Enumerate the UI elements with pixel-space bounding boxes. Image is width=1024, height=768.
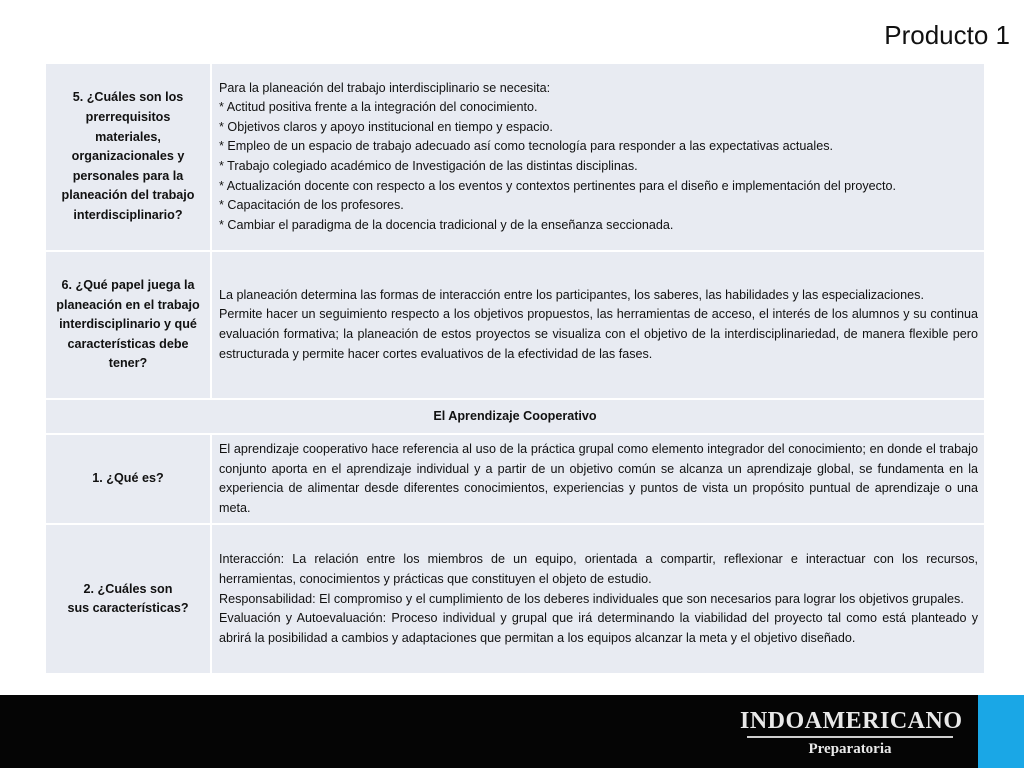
answer-line: * Capacitación de los profesores. bbox=[219, 198, 404, 213]
answer-cell bbox=[211, 434, 985, 524]
answer-line: * Trabajo colegiado académico de Investigación de las distintas disciplinas. bbox=[219, 159, 638, 173]
answer-line: * Actualización docente con respecto a los eventos y contextos pertinentes para el diseño e implementación del proyecto. bbox=[219, 178, 896, 193]
footer-bar bbox=[0, 695, 1024, 768]
question-cell: 2. ¿Cuáles son sus características? bbox=[45, 524, 211, 674]
question-cell: 5. ¿Cuáles son los prerrequisitos materiales, organizacionales y personales para la planeación del trabajo interdisciplinario? bbox=[45, 63, 211, 251]
section-row bbox=[45, 399, 985, 434]
answer-cell bbox=[211, 63, 985, 251]
answer-paragraph: La planeación determina las formas de interacción entre los participantes, los saberes, las habilidades y las especializaciones. bbox=[219, 287, 924, 302]
answer-cell bbox=[211, 251, 985, 399]
indoamericano-logo bbox=[740, 707, 963, 759]
slide-title: Producto 1 bbox=[884, 20, 1010, 50]
question-cell: 6. ¿Qué papel juega la planeación en el trabajo interdisciplinario y qué características debe tener? bbox=[45, 251, 211, 399]
answer-paragraph: Responsabilidad: El compromiso y el cumplimiento de los deberes individuales que son necesarios para lograr los objetivos grupales. bbox=[219, 591, 964, 606]
table-row bbox=[45, 524, 985, 674]
content-table bbox=[44, 62, 986, 675]
table-row bbox=[45, 251, 985, 399]
table-row bbox=[45, 63, 985, 251]
logo-wordmark: INDOAMERICANO bbox=[740, 708, 963, 734]
answer-line: * Cambiar el paradigma de la docencia tradicional y de la enseñanza seccionada. bbox=[219, 217, 674, 232]
table-row bbox=[45, 434, 985, 524]
answer-line: * Actitud positiva frente a la integración del conocimiento. bbox=[219, 100, 538, 115]
content-table-wrapper bbox=[44, 62, 986, 675]
logo-divider bbox=[747, 736, 953, 738]
section-title: El Aprendizaje Cooperativo bbox=[45, 399, 985, 434]
answer-paragraph: El aprendizaje cooperativo hace referencia al uso de la práctica grupal como elemento integrador del conocimiento; en donde el trabajo conjunto aporta en el aprendizaje individual y a partir de un objetivo común se alcanza un aprendizaje global, se fundamenta en la experiencia de alimentar desde diferentes conocimientos, experiencias y puntos de vista un propósito puntual de aprendizaje o una meta. bbox=[219, 442, 978, 515]
answer-paragraph: Evaluación y Autoevaluación: Proceso individual y grupal que irá determinando la viabilidad del proyecto tal como está planteado y abrirá la posibilidad a cambios y adaptaciones que permitan a los equipos alcanzar la meta y el objetivo diseñado. bbox=[219, 611, 978, 645]
accent-block bbox=[978, 695, 1024, 768]
answer-line: Para la planeación del trabajo interdisciplinario se necesita: bbox=[219, 80, 551, 95]
answer-paragraph: Interacción: La relación entre los miembros de un equipo, orientada a compartir, reflexionar e interactuar con los recursos, herramientas, conocimientos y prácticas que constituyen el objeto de estudio. bbox=[219, 552, 978, 586]
answer-line: * Objetivos claros y apoyo institucional en tiempo y espacio. bbox=[219, 119, 553, 134]
answer-line: * Empleo de un espacio de trabajo adecuado así como tecnología para responder a las expectativas actuales. bbox=[219, 139, 833, 154]
logo-subtitle: Preparatoria bbox=[808, 741, 892, 757]
question-cell: 1. ¿Qué es? bbox=[45, 434, 211, 524]
answer-cell bbox=[211, 524, 985, 674]
answer-paragraph: Permite hacer un seguimiento respecto a los objetivos propuestos, las herramientas de acceso, el interés de los alumnos y su continua evaluación formativa; la planeación de estos proyectos se visualiza con el objetivo de la interdisciplinariedad, de manera flexible pero estructurada y permite hacer cortes evaluativos de la efectividad de las fases. bbox=[219, 307, 978, 361]
